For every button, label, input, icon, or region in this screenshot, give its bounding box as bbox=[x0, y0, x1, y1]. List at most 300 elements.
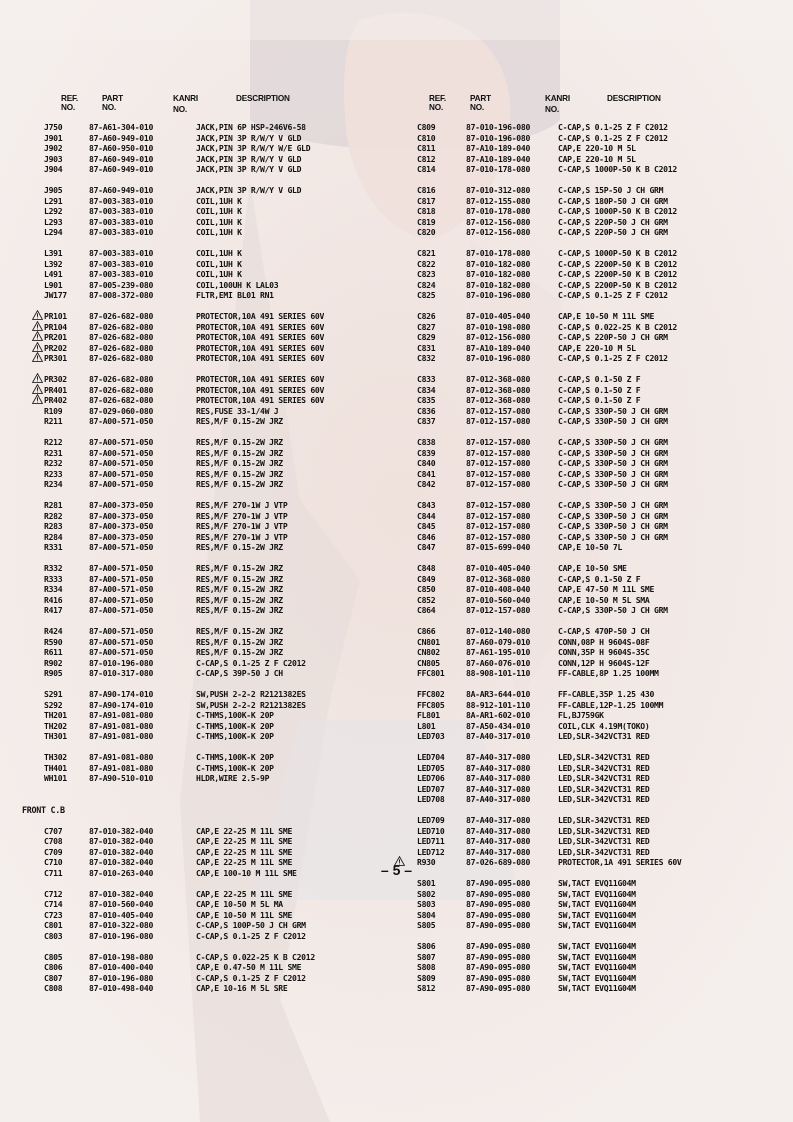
part-no: 87-012-156-080 bbox=[466, 332, 531, 342]
part-no: 87-A60-950-010 bbox=[89, 143, 154, 153]
ref-no: C848 bbox=[417, 563, 436, 573]
ref-no: R417 bbox=[44, 605, 63, 615]
part-no: 87-010-498-040 bbox=[89, 983, 154, 993]
ref-no: PR104 bbox=[44, 321, 67, 332]
warning-triangle-icon bbox=[32, 352, 43, 362]
description: C-CAP,S 330P-50 J CH GRM bbox=[558, 521, 668, 531]
warning-triangle-icon bbox=[32, 321, 43, 331]
description: JACK,PIN 3P R/W/Y W/E GLD bbox=[196, 143, 311, 153]
ref-no: C825 bbox=[417, 290, 436, 300]
ref-no: R930 bbox=[417, 857, 436, 867]
description: C-CAP,S 1000P-50 K B C2012 bbox=[558, 164, 677, 174]
ref-no: C803 bbox=[44, 930, 63, 941]
ref-no: WH101 bbox=[44, 773, 67, 783]
description: RES,M/F 0.15-2W JRZ bbox=[196, 594, 283, 605]
part-no: 87-010-196-080 bbox=[466, 122, 531, 132]
part-no: 87-012-156-080 bbox=[466, 216, 531, 227]
description: CAP,E 10-50 M 11L SME bbox=[196, 909, 293, 920]
part-no: 87-A90-095-080 bbox=[466, 962, 531, 972]
ref-no: C824 bbox=[417, 279, 436, 290]
ref-no: J904 bbox=[44, 164, 63, 174]
ref-no: C832 bbox=[417, 353, 436, 363]
header-kanri: KANRI bbox=[545, 94, 570, 103]
part-no: 87-A90-095-080 bbox=[466, 888, 531, 899]
part-no: 87-010-196-080 bbox=[466, 353, 531, 363]
ref-no: C833 bbox=[417, 374, 436, 384]
ref-no: R281 bbox=[44, 500, 63, 510]
description: LED,SLR-342VCT31 RED bbox=[558, 783, 650, 794]
part-no: 87-010-408-040 bbox=[466, 584, 531, 594]
description: SW,TACT EVQ11G04M bbox=[558, 962, 636, 972]
ref-no: LED709 bbox=[417, 815, 445, 825]
part-no: 87-A90-095-080 bbox=[466, 920, 531, 930]
ref-no: R232 bbox=[44, 458, 63, 468]
ref-no: C806 bbox=[44, 962, 63, 972]
ref-no: LED706 bbox=[417, 773, 445, 783]
part-no: 87-012-368-080 bbox=[466, 573, 531, 584]
part-no: 87-015-699-040 bbox=[466, 542, 531, 552]
ref-no: S807 bbox=[417, 951, 436, 962]
part-no: 88-908-101-110 bbox=[466, 668, 531, 678]
part-no: 87-A00-571-050 bbox=[89, 584, 154, 594]
description: CAP,E 47-50 M 11L SME bbox=[558, 584, 655, 594]
ref-no: C837 bbox=[417, 416, 436, 426]
part-no: 87-A60-076-010 bbox=[466, 657, 531, 668]
description: LED,SLR-342VCT31 RED bbox=[558, 731, 650, 741]
ref-no: C840 bbox=[417, 458, 436, 468]
part-no: 87-A10-189-040 bbox=[466, 143, 531, 153]
ref-no: PR401 bbox=[44, 384, 67, 395]
description: C-THMS,100K-K 20P bbox=[196, 752, 274, 762]
part-no: 87-010-198-080 bbox=[466, 321, 531, 332]
ref-no: R424 bbox=[44, 626, 63, 636]
ref-no: S812 bbox=[417, 983, 436, 993]
description: SW,TACT EVQ11G04M bbox=[558, 899, 636, 909]
part-no: 87-029-060-080 bbox=[89, 405, 154, 416]
part-no: 87-026-682-080 bbox=[89, 311, 154, 321]
description: C-CAP,S 0.1-25 Z F C2012 bbox=[558, 290, 668, 300]
description: C-CAP,S 330P-50 J CH GRM bbox=[558, 510, 668, 521]
part-no: 87-012-368-080 bbox=[466, 374, 531, 384]
description: JACK,PIN 3P R/W/Y V GLD bbox=[196, 132, 302, 143]
ref-no: S803 bbox=[417, 899, 436, 909]
warning-triangle-icon bbox=[32, 331, 43, 341]
ref-no: C810 bbox=[417, 132, 436, 143]
description: PROTECTOR,10A 491 SERIES 60V bbox=[196, 384, 325, 395]
ref-no: C807 bbox=[44, 972, 63, 983]
description: RES,M/F 0.15-2W JRZ bbox=[196, 468, 283, 479]
part-no: 87-010-405-040 bbox=[466, 563, 531, 573]
description: C-THMS,100K-K 20P bbox=[196, 762, 274, 773]
ref-no: C812 bbox=[417, 153, 436, 164]
part-no: 87-010-196-080 bbox=[466, 290, 531, 300]
part-no: 87-A40-317-080 bbox=[466, 836, 531, 846]
part-no: 87-026-682-080 bbox=[89, 332, 154, 342]
description: CAP,E 10-50 SME bbox=[558, 563, 627, 573]
header-kanri: KANRI bbox=[173, 94, 198, 103]
ref-no: C809 bbox=[417, 122, 436, 132]
ref-no: TH201 bbox=[44, 710, 67, 720]
part-no: 87-010-263-040 bbox=[89, 867, 154, 878]
part-no: 87-A61-195-010 bbox=[466, 647, 531, 657]
description: SW,TACT EVQ11G04M bbox=[558, 920, 636, 930]
header-kanri-no: NO. bbox=[173, 105, 187, 114]
part-no: 87-026-682-080 bbox=[89, 395, 154, 405]
ref-no: C801 bbox=[44, 920, 63, 930]
description: CAP,E 22-25 M 11L SME bbox=[196, 888, 293, 899]
part-no: 87-010-560-040 bbox=[89, 899, 154, 909]
part-no: 87-A00-571-050 bbox=[89, 563, 154, 573]
ref-no: R590 bbox=[44, 636, 63, 647]
ref-no: S808 bbox=[417, 962, 436, 972]
ref-no: C850 bbox=[417, 584, 436, 594]
description: C-CAP,S 2200P-50 K B C2012 bbox=[558, 279, 677, 290]
part-no: 87-010-178-080 bbox=[466, 248, 531, 258]
part-no: 87-010-405-040 bbox=[466, 311, 531, 321]
part-no: 87-026-682-080 bbox=[89, 353, 154, 363]
part-no: 87-A91-081-080 bbox=[89, 710, 154, 720]
ref-no: R282 bbox=[44, 510, 63, 521]
description: FLTR,EMI BL01 RN1 bbox=[196, 290, 274, 300]
part-no: 87-A60-949-010 bbox=[89, 153, 154, 164]
part-no: 87-A40-317-080 bbox=[466, 762, 531, 773]
description: SW,TACT EVQ11G04M bbox=[558, 941, 636, 951]
ref-no: R212 bbox=[44, 437, 63, 447]
ref-no: C835 bbox=[417, 395, 436, 405]
part-no: 88-912-101-110 bbox=[466, 699, 531, 710]
part-no: 87-A00-571-050 bbox=[89, 647, 154, 657]
description: C-CAP,S 2200P-50 K B C2012 bbox=[558, 258, 677, 269]
ref-no: C829 bbox=[417, 332, 436, 342]
ref-no: C838 bbox=[417, 437, 436, 447]
ref-no: R283 bbox=[44, 521, 63, 531]
description: RES,M/F 0.15-2W JRZ bbox=[196, 437, 283, 447]
ref-no: C710 bbox=[44, 857, 63, 867]
description: COIL,1UH K bbox=[196, 269, 242, 279]
ref-no: PR301 bbox=[44, 353, 67, 363]
ref-no: LED707 bbox=[417, 783, 445, 794]
description: C-CAP,S 39P-50 J CH bbox=[196, 668, 283, 678]
part-no: 87-012-155-080 bbox=[466, 195, 531, 206]
part-no: 87-012-157-080 bbox=[466, 500, 531, 510]
ref-no: S291 bbox=[44, 689, 63, 699]
description: C-CAP,S 330P-50 J CH GRM bbox=[558, 405, 668, 416]
description: RES,M/F 0.15-2W JRZ bbox=[196, 647, 283, 657]
part-no: 87-012-157-080 bbox=[466, 468, 531, 479]
description: RES,M/F 270-1W J VTP bbox=[196, 531, 288, 542]
ref-no: C823 bbox=[417, 269, 436, 279]
part-no: 87-012-157-080 bbox=[466, 447, 531, 458]
part-no: 87-A00-373-050 bbox=[89, 500, 154, 510]
part-no: 87-003-383-010 bbox=[89, 258, 154, 269]
part-no: 87-012-368-080 bbox=[466, 384, 531, 395]
description: C-CAP,S 330P-50 J CH GRM bbox=[558, 416, 668, 426]
ref-no: C708 bbox=[44, 836, 63, 846]
part-no: 87-012-156-080 bbox=[466, 227, 531, 237]
part-no: 87-A40-317-080 bbox=[466, 783, 531, 794]
header-ref-no: REF. NO. bbox=[61, 94, 78, 112]
header-part-no: PART NO. bbox=[470, 94, 491, 112]
description: RES,M/F 0.15-2W JRZ bbox=[196, 563, 283, 573]
description: C-CAP,S 330P-50 J CH GRM bbox=[558, 458, 668, 468]
part-no: 87-A40-317-080 bbox=[466, 752, 531, 762]
ref-no: L291 bbox=[44, 195, 63, 206]
header-kanri-no: NO. bbox=[545, 105, 559, 114]
description: SW,TACT EVQ11G04M bbox=[558, 909, 636, 920]
ref-no: C852 bbox=[417, 594, 436, 605]
description: COIL,1UH K bbox=[196, 216, 242, 227]
part-no: 87-010-560-040 bbox=[466, 594, 531, 605]
description: LED,SLR-342VCT31 RED bbox=[558, 836, 650, 846]
part-no: 87-A90-174-010 bbox=[89, 689, 154, 699]
ref-no: L801 bbox=[417, 720, 436, 731]
part-no: 87-026-682-080 bbox=[89, 374, 154, 384]
description: COIL,1UH K bbox=[196, 195, 242, 206]
description: C-CAP,S 2200P-50 K B C2012 bbox=[558, 269, 677, 279]
part-no: 87-003-383-010 bbox=[89, 195, 154, 206]
ref-no: FL801 bbox=[417, 710, 440, 720]
part-no: 87-026-682-080 bbox=[89, 321, 154, 332]
part-no: 87-A10-189-040 bbox=[466, 342, 531, 353]
ref-no: C712 bbox=[44, 888, 63, 899]
description: COIL,100UH K LAL03 bbox=[196, 279, 279, 290]
ref-no: TH302 bbox=[44, 752, 67, 762]
description: PROTECTOR,10A 491 SERIES 60V bbox=[196, 321, 325, 332]
part-no: 87-012-157-080 bbox=[466, 405, 531, 416]
ref-no: S805 bbox=[417, 920, 436, 930]
description: CONN,35P H 9604S-35C bbox=[558, 647, 650, 657]
description: C-CAP,S 330P-50 J CH GRM bbox=[558, 500, 668, 510]
part-no: 87-A90-095-080 bbox=[466, 951, 531, 962]
ref-no: S802 bbox=[417, 888, 436, 899]
description: RES,M/F 270-1W J VTP bbox=[196, 510, 288, 521]
part-no: 87-010-382-040 bbox=[89, 857, 154, 867]
ref-no: JW177 bbox=[44, 290, 67, 300]
warning-triangle-icon bbox=[32, 373, 43, 383]
ref-no: R332 bbox=[44, 563, 63, 573]
description: C-CAP,S 180P-50 J CH GRM bbox=[558, 195, 668, 206]
part-no: 87-010-196-080 bbox=[89, 930, 154, 941]
ref-no: CN801 bbox=[417, 636, 440, 647]
description: C-CAP,S 0.1-50 Z F bbox=[558, 573, 641, 584]
description: C-THMS,100K-K 20P bbox=[196, 710, 274, 720]
part-no: 87-003-383-010 bbox=[89, 269, 154, 279]
part-no: 87-026-682-080 bbox=[89, 342, 154, 353]
part-no: 87-A40-317-080 bbox=[466, 825, 531, 836]
part-no: 87-003-383-010 bbox=[89, 227, 154, 237]
ref-no: C842 bbox=[417, 479, 436, 489]
description: RES,M/F 0.15-2W JRZ bbox=[196, 416, 283, 426]
ref-no: C805 bbox=[44, 951, 63, 962]
description: C-CAP,S 1000P-50 K B C2012 bbox=[558, 206, 677, 216]
description: HLDR,WIRE 2.5-9P bbox=[196, 773, 270, 783]
ref-no: C817 bbox=[417, 195, 436, 206]
description: RES,FUSE 33-1/4W J bbox=[196, 405, 279, 416]
description: C-CAP,S 220P-50 J CH GRM bbox=[558, 332, 668, 342]
description: JACK,PIN 3P R/W/Y V GLD bbox=[196, 153, 302, 164]
header-part-no: PART NO. bbox=[102, 94, 123, 112]
description: C-CAP,S 0.1-25 Z F C2012 bbox=[196, 930, 306, 941]
ref-no: R905 bbox=[44, 668, 63, 678]
part-no: 87-A00-571-050 bbox=[89, 542, 154, 552]
ref-no: J902 bbox=[44, 143, 63, 153]
description: C-CAP,S 330P-50 J CH GRM bbox=[558, 468, 668, 479]
description: PROTECTOR,10A 491 SERIES 60V bbox=[196, 311, 325, 321]
ref-no: R416 bbox=[44, 594, 63, 605]
description: C-CAP,S 0.1-25 Z F C2012 bbox=[196, 657, 306, 668]
part-no: 87-A40-317-080 bbox=[466, 794, 531, 804]
ref-no: S801 bbox=[417, 878, 436, 888]
ref-no: C847 bbox=[417, 542, 436, 552]
description: RES,M/F 0.15-2W JRZ bbox=[196, 636, 283, 647]
description: PROTECTOR,10A 491 SERIES 60V bbox=[196, 332, 325, 342]
ref-no: C831 bbox=[417, 342, 436, 353]
description: PROTECTOR,10A 491 SERIES 60V bbox=[196, 353, 325, 363]
part-no: 87-A00-571-050 bbox=[89, 479, 154, 489]
description: CAP,E 22-25 M 11L SME bbox=[196, 836, 293, 846]
page-number: – 5 – bbox=[380, 862, 413, 878]
description: RES,M/F 0.15-2W JRZ bbox=[196, 584, 283, 594]
ref-no: L901 bbox=[44, 279, 63, 290]
description: SW,PUSH 2-2-2 R2121382ES bbox=[196, 689, 306, 699]
description: PROTECTOR,10A 491 SERIES 60V bbox=[196, 395, 325, 405]
description: SW,PUSH 2-2-2 R2121382ES bbox=[196, 699, 306, 710]
section-title: FRONT C.B bbox=[22, 804, 65, 815]
part-no: 87-A00-571-050 bbox=[89, 468, 154, 479]
ref-no: S804 bbox=[417, 909, 436, 920]
ref-no: FFC802 bbox=[417, 689, 445, 699]
part-no: 87-010-182-080 bbox=[466, 279, 531, 290]
ref-no: C843 bbox=[417, 500, 436, 510]
ref-no: PR202 bbox=[44, 342, 67, 353]
description: CAP,E 220-10 M 5L bbox=[558, 342, 636, 353]
description: CAP,E 10-50 M 11L SME bbox=[558, 311, 655, 321]
part-no: 87-A61-304-010 bbox=[89, 122, 154, 132]
warning-triangle-icon bbox=[32, 342, 43, 352]
ref-no: C821 bbox=[417, 248, 436, 258]
description: CAP,E 220-10 M 5L bbox=[558, 153, 636, 164]
description: C-CAP,S 0.1-50 Z F bbox=[558, 374, 641, 384]
part-no: 87-A90-095-080 bbox=[466, 909, 531, 920]
ref-no: TH401 bbox=[44, 762, 67, 773]
ref-no: LED708 bbox=[417, 794, 445, 804]
description: LED,SLR-342VCT31 RED bbox=[558, 794, 650, 804]
ref-no: LED710 bbox=[417, 825, 445, 836]
part-no: 87-A90-095-080 bbox=[466, 983, 531, 993]
description: SW,TACT EVQ11G04M bbox=[558, 951, 636, 962]
description: JACK,PIN 3P R/W/Y V GLD bbox=[196, 164, 302, 174]
warning-triangle-icon bbox=[32, 384, 43, 394]
ref-no: C834 bbox=[417, 384, 436, 395]
ref-no: C845 bbox=[417, 521, 436, 531]
ref-no: L293 bbox=[44, 216, 63, 227]
ref-no: R902 bbox=[44, 657, 63, 668]
description: C-CAP,S 330P-50 J CH GRM bbox=[558, 437, 668, 447]
ref-no: L391 bbox=[44, 248, 63, 258]
part-no: 87-012-157-080 bbox=[466, 416, 531, 426]
part-no: 87-010-178-080 bbox=[466, 164, 531, 174]
ref-no: C827 bbox=[417, 321, 436, 332]
ref-no: S292 bbox=[44, 699, 63, 710]
ref-no: C707 bbox=[44, 825, 63, 836]
part-no: 87-A90-510-010 bbox=[89, 773, 154, 783]
ref-no: FFC801 bbox=[417, 668, 445, 678]
ref-no: PR201 bbox=[44, 332, 67, 342]
description: C-CAP,S 330P-50 J CH GRM bbox=[558, 531, 668, 542]
description: CAP,E 22-25 M 11L SME bbox=[196, 846, 293, 857]
description: C-CAP,S 330P-50 J CH GRM bbox=[558, 479, 668, 489]
part-no: 87-010-382-040 bbox=[89, 836, 154, 846]
description: RES,M/F 0.15-2W JRZ bbox=[196, 542, 283, 552]
description: CAP,E 10-50 7L bbox=[558, 542, 623, 552]
header-description: DESCRIPTION bbox=[236, 94, 290, 103]
description: C-CAP,S 330P-50 J CH GRM bbox=[558, 447, 668, 458]
description: SW,TACT EVQ11G04M bbox=[558, 983, 636, 993]
part-no: 87-A50-434-010 bbox=[466, 720, 531, 731]
warning-triangle-icon bbox=[32, 394, 43, 404]
ref-no: PR302 bbox=[44, 374, 67, 384]
header-ref-no: REF. NO. bbox=[429, 94, 446, 112]
ref-no: S809 bbox=[417, 972, 436, 983]
ref-no: C714 bbox=[44, 899, 63, 909]
ref-no: C819 bbox=[417, 216, 436, 227]
description: C-CAP,S 1000P-50 K B C2012 bbox=[558, 248, 677, 258]
description: FF-CABLE,12P-1.25 100MM bbox=[558, 699, 664, 710]
description: RES,M/F 270-1W J VTP bbox=[196, 500, 288, 510]
part-no: 87-A60-949-010 bbox=[89, 164, 154, 174]
ref-no: C814 bbox=[417, 164, 436, 174]
part-no: 87-012-157-080 bbox=[466, 531, 531, 542]
description: CAP,E 10-50 M 5L SMA bbox=[558, 594, 650, 605]
description: C-CAP,S 0.1-25 Z F C2012 bbox=[558, 132, 668, 143]
description: C-CAP,S 0.1-50 Z F bbox=[558, 384, 641, 395]
ref-no: J905 bbox=[44, 185, 63, 195]
description: LED,SLR-342VCT31 RED bbox=[558, 773, 650, 783]
ref-no: PR101 bbox=[44, 311, 67, 321]
description: RES,M/F 0.15-2W JRZ bbox=[196, 605, 283, 615]
ref-no: R234 bbox=[44, 479, 63, 489]
description: LED,SLR-342VCT31 RED bbox=[558, 762, 650, 773]
part-no: 87-A40-317-080 bbox=[466, 846, 531, 857]
ref-no: C844 bbox=[417, 510, 436, 521]
part-no: 87-A00-571-050 bbox=[89, 573, 154, 584]
description: SW,TACT EVQ11G04M bbox=[558, 878, 636, 888]
description: CONN,08P H 9604S-08F bbox=[558, 636, 650, 647]
description: C-CAP,S 0.1-25 Z F C2012 bbox=[558, 122, 668, 132]
description: CAP,E 22-25 M 11L SME bbox=[196, 825, 293, 836]
ref-no: R233 bbox=[44, 468, 63, 479]
part-no: 87-A90-095-080 bbox=[466, 878, 531, 888]
part-no: 87-A00-571-050 bbox=[89, 458, 154, 468]
description: CAP,E 100-10 M 11L SME bbox=[196, 867, 297, 878]
description: RES,M/F 0.15-2W JRZ bbox=[196, 626, 283, 636]
part-no: 87-A90-095-080 bbox=[466, 899, 531, 909]
part-no: 87-012-157-080 bbox=[466, 521, 531, 531]
ref-no: R211 bbox=[44, 416, 63, 426]
description: SW,TACT EVQ11G04M bbox=[558, 888, 636, 899]
description: JACK,PIN 6P HSP-246V6-58 bbox=[196, 122, 306, 132]
part-no: 87-A00-571-050 bbox=[89, 437, 154, 447]
ref-no: L491 bbox=[44, 269, 63, 279]
description: CONN,12P H 9604S-12F bbox=[558, 657, 650, 668]
description: SW,TACT EVQ11G04M bbox=[558, 972, 636, 983]
description: C-CAP,S 0.1-25 Z F C2012 bbox=[196, 972, 306, 983]
part-no: 87-010-405-040 bbox=[89, 909, 154, 920]
ref-no: FFC805 bbox=[417, 699, 445, 710]
ref-no: C709 bbox=[44, 846, 63, 857]
part-no: 87-010-196-080 bbox=[89, 657, 154, 668]
part-no: 8A-AR1-602-010 bbox=[466, 710, 531, 720]
